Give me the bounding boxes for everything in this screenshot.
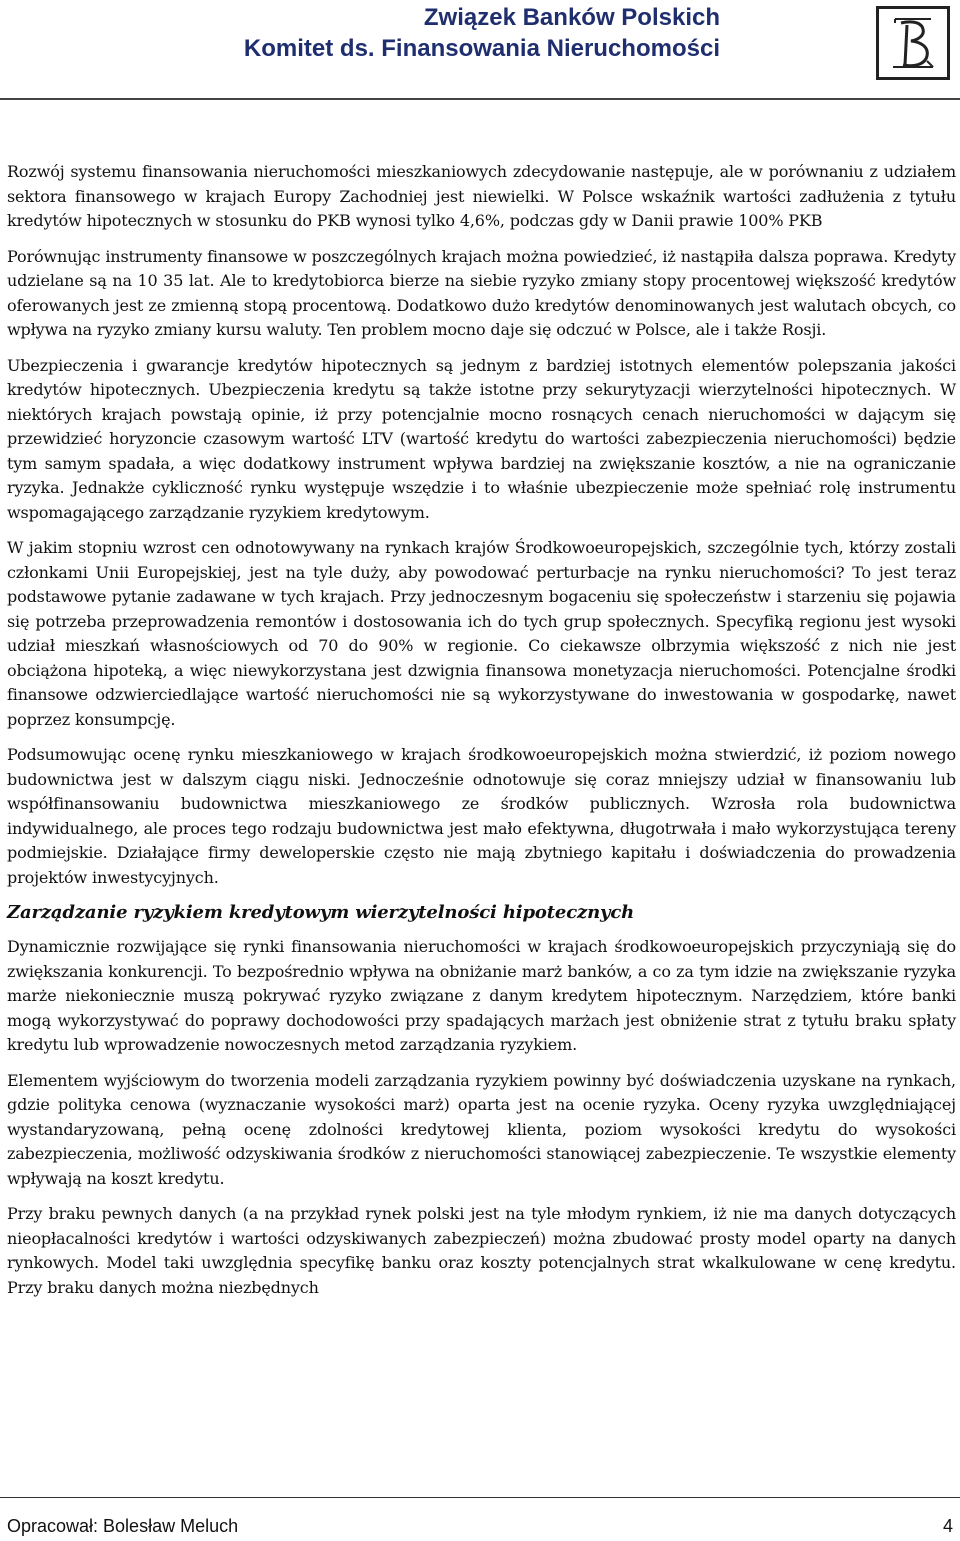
paragraph: Podsumowując ocenę rynku mieszkaniowego w krajach środkowoeuropejskich można stwierdzić, iż poziom nowego budownictwa jest w dalszym ciągu niski. Jednocześnie odnotowuje się coraz mniejszy udział w finansowaniu lub współfinansowaniu budownictwa mieszkaniowego ze środków publicznych. Wzrosła rola budownictwa indywidualnego, ale proces tego rodzaju budownictwa jest mało efektywna, długotrwała i mało wykorzystująca tereny podmiejskie. Działające firmy deweloperskie często nie mają zbytniego kapitału i doświadczenia do prowadzenia projektów inwestycyjnych. <box>7 745 956 887</box>
org-name-line2: Komitet ds. Finansowania Nieruchomości <box>243 35 720 62</box>
organization-name <box>244 2 720 64</box>
document-body <box>7 160 956 1311</box>
page-number: 4 <box>942 1516 953 1536</box>
page-header <box>0 0 960 98</box>
footer-rule <box>0 1497 960 1498</box>
paragraph: Elementem wyjściowym do tworzenia modeli zarządzania ryzykiem powinny być doświadczenia uzyskane na rynkach, gdzie polityka cenowa (wyznaczanie wysokości marż) oparta jest na ocenie ryzyka. Oceny ryzyka uwzględniającej wystandaryzowaną, pełną ocenę zdolności kredytowej klienta, poziom wysokości kredytu do wysokości zabezpieczenia, możliwość odzyskiwania środków z nieruchomości stanowiącej zabezpieczenie. Te wszystkie elementy wpływają na koszt kredytu. <box>7 1070 956 1188</box>
org-name-line1: Związek Banków Polskich <box>423 4 720 31</box>
paragraph: Ubezpieczenia i gwarancje kredytów hipotecznych są jednym z bardziej istotnych elementów polepszania jakości kredytów hipotecznych. Ubezpieczenia kredytu są także istotne przy sekurytyzacji wierzytelności hipotecznych. W niektórych krajach powstają opinie, iż przy potencjalnie mocno rosnących cenach nieruchomości w dającym się przewidzieć horyzoncie czasowym wartość LTV (wartość kredytu do wartości zabezpieczenia nieruchomości) będzie tym samym spadała, a więc dodatkowy instrument wpływa bardziej na zwiększanie kosztów, a nie na ograniczanie ryzyka. Jednakże cykliczność rynku występuje wszędzie i to właśnie ubezpieczenie może spełniać rolę instrumentu wspomagającego zarządzanie ryzykiem kredytowym. <box>7 355 956 522</box>
paragraph: Rozwój systemu finansowania nieruchomości mieszkaniowych zdecydowanie następuje, ale w porównaniu z udziałem sektora finansowego w krajach Europy Zachodniej jest niewielki. W Polsce wskaźnik wartości zadłużenia z tytułu kredytów hipotecznych w stosunku do PKB wynosi tylko 4,6%, podczas gdy w Danii prawie 100% PKB <box>7 162 956 230</box>
paragraph: Przy braku pewnych danych (a na przykład rynek polski jest na tyle młodym rynkiem, iż nie ma danych dotyczących nieopłacalności kredytów i wartości odzyskiwanych zabezpieczeń) można zbudować prosty model oparty na danych rynkowych. Model taki uwzględnia specyfikę banku oraz koszty potencjalnych strat wkalkulowane w cenę kredytu. Przy braku danych można niezbędnych <box>7 1204 956 1297</box>
zbp-logo-icon <box>876 6 950 80</box>
section-heading: Zarządzanie ryzykiem kredytowym wierzytelności hipotecznych <box>7 902 635 923</box>
header-rule <box>0 98 960 100</box>
paragraph: Porównując instrumenty finansowe w poszczególnych krajach można powiedzieć, iż nastąpiła dalsza poprawa. Kredyty udzielane są na 10 35 lat. Ale to kredytobiorca bierze na siebie ryzyko zmiany stopy procentowej większość kredytów oferowanych jest ze zmienną stopą procentową. Dodatkowo dużo kredytów denominowanych jest walutach obcych, co wpływa na ryzyko zmiany kursu waluty. Ten problem mocno daje się odczuć w Polsce, ale i także Rosji. <box>7 246 956 339</box>
footer-author: Opracował: Bolesław Meluch <box>7 1516 239 1536</box>
logo-monogram-icon <box>879 9 947 77</box>
paragraph: W jakim stopniu wzrost cen odnotowywany na rynkach krajów Środkowoeuropejskich, szczególnie tych, którzy zostali członkami Unii Europejskiej, jest na tyle duży, aby powodować perturbacje na rynku nieruchomości? To jest teraz podstawowe pytanie zadawane w tych krajach. Przy jednoczesnym bogaceniu się społeczeństw i starzeniu się pojawia się potrzeba przeprowadzenia remontów i dostosowania ich do tych grup społecznych. Specyfiką regionu jest wysoki udział mieszkań własnościowych od 70 do 90% w regionie. Co ciekawsze olbrzymia większość z nich nie jest obciążona hipoteką, a więc niewykorzystana jest dzwignia finansowa monetyzacja nieruchomości. Potencjalne środki finansowe odzwierciedlające wartość nieruchomości nie są wykorzystywane do inwestowania w gospodarkę, nawet poprzez konsumpcję. <box>7 538 956 729</box>
paragraph: Dynamicznie rozwijające się rynki finansowania nieruchomości w krajach środkowoeuropejskich przyczyniają się do zwiększania konkurencji. To bezpośrednio wpływa na obniżanie marż banków, a co za tym idzie na zwiększanie ryzyka marże niekoniecznie muszą pokrywać ryzyko związane z danym kredytem hipotecznym. Narzędziem, które banki mogą wykorzystywać do poprawy dochodowości przy spadających marżach jest obniżenie strat z tytułu braku spłaty kredytu lub wprowadzenie nowoczesnych metod zarządzania ryzykiem. <box>7 937 956 1054</box>
